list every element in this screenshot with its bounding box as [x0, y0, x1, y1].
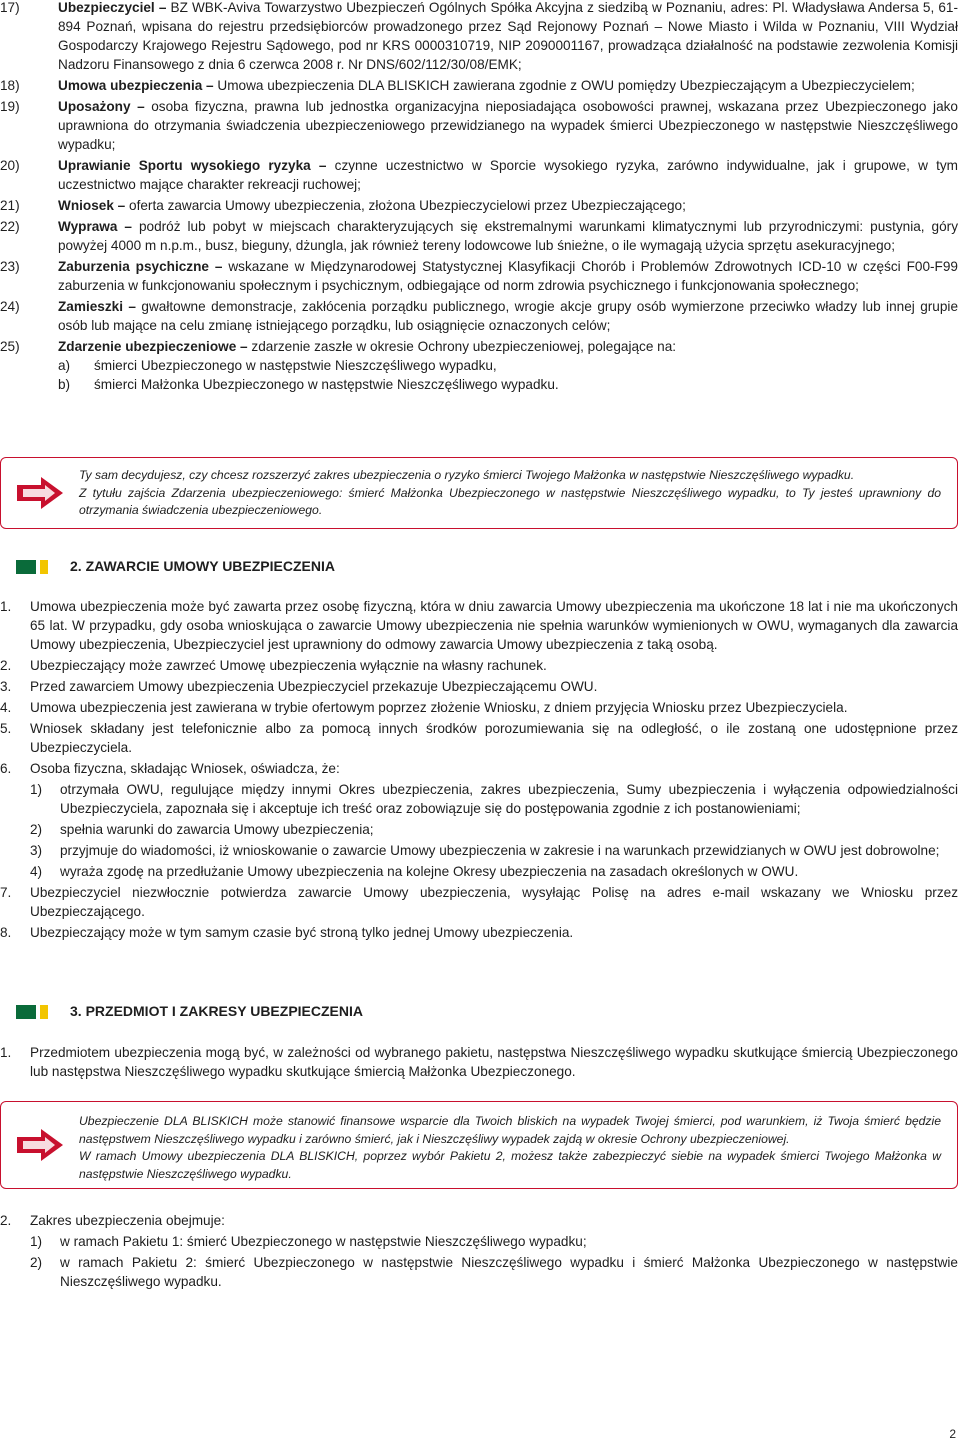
definition-dash: –	[113, 198, 130, 213]
definition-20	[0, 156, 958, 194]
item-text: Umowa ubezpieczenia jest zawierana w trybie ofertowym poprzez złożenie Wniosku, z dniem przyjęcia Wniosku przez Ubezpieczyciela.	[30, 700, 848, 715]
green-square-icon	[16, 1005, 36, 1019]
definition-text: gwałtowne demonstracje, zakłócenia porządku publicznego, wrogie akcje grupy osób wymierzone przeciwko władzy lub innej grupie osób lub mające na celu zmianę istniejącego porządku, lub osiągnięcie oznaczonych celów;	[58, 299, 958, 333]
note-text	[79, 1113, 941, 1183]
sub-text: śmierci Ubezpieczonego w następstwie Nieszczęśliwego wypadku,	[94, 358, 497, 373]
sub-letter: b)	[58, 377, 71, 392]
section-heading	[16, 1002, 363, 1021]
item-number: 2)	[30, 822, 43, 837]
item-number: 8.	[0, 925, 12, 940]
sub-list	[0, 780, 958, 881]
item-text: w ramach Pakietu 2: śmierć Ubezpieczonego w następstwie Nieszczęśliwego wypadku i śmierć Małżonka Ubezpieczonego w następstwie Nieszczęśliwego wypadku.	[60, 1255, 958, 1289]
item-text: spełnia warunki do zawarcia Umowy ubezpieczenia;	[60, 822, 374, 837]
definition-25	[0, 337, 958, 356]
sub-letter: a)	[58, 358, 71, 373]
definition-number: 18)	[0, 78, 20, 93]
definition-19	[0, 97, 958, 154]
definition-dash: –	[208, 259, 229, 274]
list-item	[0, 719, 958, 757]
definition-17	[0, 0, 958, 74]
sub-list-item	[30, 820, 958, 839]
list-item	[0, 677, 958, 696]
sub-list-item	[30, 1232, 958, 1251]
definition-text: podróż lub pobyt w miejscach charakteryzujących się ekstremalnymi warunkami klimatycznymi lub przyrodniczymi: pustynia, góry powyżej 4000 m n.p.m., busz, bieguny, dżungla, jak również tereny lodowcowe lub śnieżne, o ile wymagają użycia sprzętu asekuracyjnego;	[58, 219, 958, 253]
yellow-square-icon	[40, 560, 48, 574]
list-item	[0, 923, 958, 942]
definition-text: Umowa ubezpieczenia DLA BLISKICH zawierana zgodnie z OWU pomiędzy Ubezpieczającym a Ubezpieczycielem;	[217, 78, 915, 93]
definition-23	[0, 257, 958, 295]
sub-list-item	[30, 841, 958, 860]
item-number: 1)	[30, 1234, 43, 1249]
item-number: 4.	[0, 700, 12, 715]
item-number: 2.	[0, 1213, 12, 1228]
definition-term: Uprawianie Sportu wysokiego ryzyka	[58, 158, 311, 173]
definition-text: osoba fizyczna, prawna lub jednostka organizacyjna nieposiadająca osobowości prawnej, wskazana przez Ubezpieczonego jako uprawniona do otrzymania świadczenia ubezpieczeniowego przewidzianego na wypadek śmierci Ubezpieczonego w następstwie Nieszczęśliwego wypadku;	[58, 99, 958, 152]
note-paragraph: Ubezpieczenie DLA BLISKICH może stanowić finansowe wsparcie dla Twoich bliskich na wypadek Twojej śmierci, pod warunkiem, iż Twoja śmierć będzie następstwem Nieszczęśliwego wypadku i zarówno śmierć, jak i Nieszczęśliwy wypadek zajdą w okresie Ochrony ubezpieczeniowej.	[79, 1114, 941, 1146]
section-title: 2. ZAWARCIE UMOWY UBEZPIECZENIA	[70, 558, 335, 574]
definition-text: zdarzenie zaszłe w okresie Ochrony ubezpieczeniowej, polegające na:	[251, 339, 677, 354]
note-paragraph: W ramach Umowy ubezpieczenia DLA BLISKICH, poprzez wybór Pakietu 2, możesz także zabezpieczyć siebie na wypadek śmierci Twojego Małżonka w następstwie Nieszczęśliwego wypadku.	[79, 1149, 941, 1181]
definition-term: Umowa ubezpieczenia	[58, 78, 203, 93]
list-item	[0, 883, 958, 921]
definition-25-sub-b	[0, 375, 958, 394]
list-item	[0, 597, 958, 654]
item-text: Osoba fizyczna, składając Wniosek, oświadcza, że:	[30, 761, 340, 776]
definition-21	[0, 196, 958, 215]
note-paragraph: Ty sam decydujesz, czy chcesz rozszerzyć zakres ubezpieczenia o ryzyko śmierci Twojego Małżonka w następstwie Nieszczęśliwego wypadku.	[79, 468, 855, 482]
item-text: w ramach Pakietu 1: śmierć Ubezpieczonego w następstwie Nieszczęśliwego wypadku;	[60, 1234, 587, 1249]
definition-dash: –	[154, 0, 171, 15]
item-number: 1)	[30, 782, 43, 797]
definition-text: czynne uczestnictwo w Sporcie wysokiego ryzyka, zarówno indywidualne, jak i grupowe, w tym uczestnictwo mające charakter rekreacji ruchowej;	[58, 158, 958, 192]
definition-number: 20)	[0, 158, 20, 173]
definition-term: Ubezpieczyciel	[58, 0, 155, 15]
item-number: 2.	[0, 658, 12, 673]
definition-term: Wyprawa	[58, 219, 118, 234]
sub-text: śmierci Małżonka Ubezpieczonego w następstwie Nieszczęśliwego wypadku.	[94, 377, 559, 392]
page-number: 2	[949, 1427, 956, 1441]
list-item	[0, 698, 958, 717]
item-text: Przed zawarciem Umowy ubezpieczenia Ubezpieczyciel przekazuje Ubezpieczającemu OWU.	[30, 679, 598, 694]
item-text: Przedmiotem ubezpieczenia mogą być, w zależności od wybranego pakietu, następstwa Nieszczęśliwego wypadku skutkujące śmiercią Ubezpieczonego lub następstwa Nieszczęśliwego wypadku skutkujące śmiercią Małżonka Ubezpieczonego.	[30, 1045, 958, 1079]
green-square-icon	[16, 560, 36, 574]
list-item	[0, 1043, 958, 1081]
item-text: Umowa ubezpieczenia może być zawarta przez osobę fizyczną, która w dniu zawarcia Umowy ubezpieczenia ma ukończone 18 lat i nie ma ukończonych 65 lat. W przypadku, gdy osoba wnioskująca o zawarcie Umowy ubezpieczenia nie spełnia warunków wymienionych w OWU, wymaganych dla zawarcia Umowy ubezpieczenia, Ubezpieczyciel jest uprawniony do odmowy zawarcia Umowy ubezpieczenia z taką osobą.	[30, 599, 958, 652]
list-item	[0, 1211, 958, 1230]
info-note-box	[0, 457, 958, 529]
definition-term: Zaburzenia psychiczne	[58, 259, 209, 274]
yellow-square-icon	[40, 1005, 48, 1019]
section-3-list	[0, 1043, 958, 1083]
definition-term: Zamieszki	[58, 299, 123, 314]
item-number: 3.	[0, 679, 12, 694]
definition-number: 21)	[0, 198, 20, 213]
sub-list-item	[30, 1253, 958, 1291]
section-heading	[16, 557, 335, 576]
definition-dash: –	[310, 158, 335, 173]
note-paragraph: Z tytułu zajścia Zdarzenia ubezpieczeniowego: śmierć Małżonka Ubezpieczonego w następstwie Nieszczęśliwego wypadku, to Ty jesteś uprawniony do otrzymania świadczenia ubezpieczeniowego.	[79, 485, 941, 517]
section-3-list-continued	[0, 1211, 958, 1293]
definition-number: 17)	[0, 0, 20, 15]
item-number: 5.	[0, 721, 12, 736]
definition-dash: –	[202, 78, 218, 93]
definition-number: 24)	[0, 299, 20, 314]
definition-dash: –	[236, 339, 252, 354]
definition-25-sub-a	[0, 356, 958, 375]
definition-22	[0, 217, 958, 255]
list-item	[0, 656, 958, 675]
definition-number: 23)	[0, 259, 20, 274]
arrow-right-icon	[15, 475, 65, 511]
definition-text: wskazane w Międzynarodowej Statystycznej Klasyfikacji Chorób i Problemów Zdrowotnych ICD-10 w części F00-F99 zaburzenia w funkcjonowaniu społecznym i psychicznym, odbiegające od norm zdrowia psychicznego i funkcjonowania społecznego;	[58, 259, 958, 293]
definition-dash: –	[130, 99, 152, 114]
definition-number: 25)	[0, 339, 20, 354]
item-number: 6.	[0, 761, 12, 776]
definition-text: BZ WBK-Aviva Towarzystwo Ubezpieczeń Ogólnych Spółka Akcyjna z siedzibą w Poznaniu, adres: Pl. Władysława Andersa 5, 61-894 Poznań, wpisana do rejestru przedsiębiorców prowadzonego przez Sąd Rejonowy Poznań – Nowe Miasto i Wilda w Poznaniu, VIII Wydział Gospodarczy Krajowego Rejestru Sądowego, pod nr KRS 0000310719, NIP 2090001167, prowadząca działalność na podstawie zezwolenia Komisji Nadzoru Finansowego z dnia 6 czerwca 2008 r. Nr DNS/602/112/30/08/EMK;	[58, 0, 958, 72]
item-number: 7.	[0, 885, 12, 900]
section-title: 3. PRZEDMIOT I ZAKRESY UBEZPIECZENIA	[70, 1003, 363, 1019]
item-number: 1.	[0, 599, 12, 614]
note-text	[79, 467, 941, 520]
definition-text: oferta zawarcia Umowy ubezpieczenia, złożona Ubezpieczycielowi przez Ubezpieczającego;	[129, 198, 686, 213]
item-number: 2)	[30, 1255, 43, 1270]
item-text: otrzymała OWU, regulujące między innymi Okres ubezpieczenia, zakres ubezpieczenia, Sumy ubezpieczenia i wyłączenia odpowiedzialności Ubezpieczyciela, zapoznała się i akceptuje ich treść oraz zobowiązuje się do postępowania zgodnie z ich postanowieniami;	[60, 782, 958, 816]
item-number: 3)	[30, 843, 43, 858]
definition-dash: –	[122, 299, 142, 314]
item-text: Zakres ubezpieczenia obejmuje:	[30, 1213, 225, 1228]
sub-list-item	[30, 780, 958, 818]
sub-list	[0, 1232, 958, 1291]
item-text: Wniosek składany jest telefonicznie albo za pomocą innych środków porozumiewania się na odległość, o ile zostaną one udostępnione przez Ubezpieczyciela.	[30, 721, 958, 755]
info-note-box	[0, 1101, 958, 1189]
item-text: przyjmuje do wiadomości, iż wnioskowanie o zawarcie Umowy ubezpieczenia w zakresie i na warunkach przewidzianych w OWU jest dobrowolne;	[60, 843, 940, 858]
sub-list-item	[30, 862, 958, 881]
item-text: Ubezpieczyciel niezwłocznie potwierdza zawarcie Umowy ubezpieczenia, wysyłając Polisę na adres e-mail wskazany we Wniosku przez Ubezpieczającego.	[30, 885, 958, 919]
definitions-list	[0, 0, 958, 394]
definition-term: Wniosek	[58, 198, 114, 213]
definition-18	[0, 76, 958, 95]
section-2-list	[0, 597, 958, 944]
definition-number: 22)	[0, 219, 20, 234]
definition-24	[0, 297, 958, 335]
definition-number: 19)	[0, 99, 20, 114]
item-text: Ubezpieczający może w tym samym czasie być stroną tylko jednej Umowy ubezpieczenia.	[30, 925, 574, 940]
definition-dash: –	[117, 219, 139, 234]
item-text: Ubezpieczający może zawrzeć Umowę ubezpieczenia wyłącznie na własny rachunek.	[30, 658, 547, 673]
list-item	[0, 759, 958, 778]
definition-term: Zdarzenie ubezpieczeniowe	[58, 339, 237, 354]
item-number: 4)	[30, 864, 43, 879]
item-text: wyraża zgodę na przedłużanie Umowy ubezpieczenia na kolejne Okresy ubezpieczenia na zasadach określonych w OWU.	[60, 864, 799, 879]
arrow-right-icon	[15, 1127, 65, 1163]
definition-term: Uposażony	[58, 99, 131, 114]
item-number: 1.	[0, 1045, 12, 1060]
